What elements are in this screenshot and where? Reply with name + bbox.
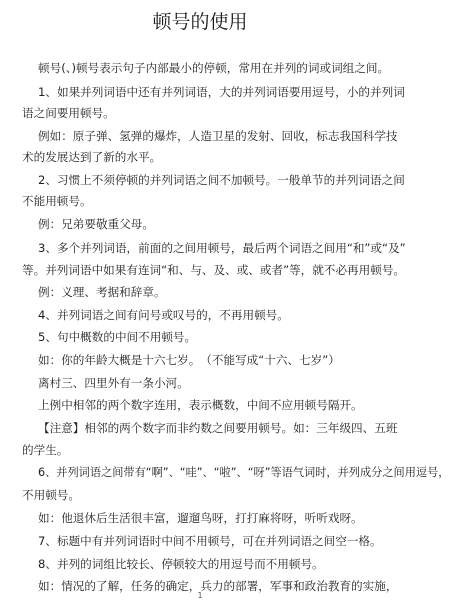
rule-5-line: 5、句中概数的中间不用顿号。 <box>38 330 197 344</box>
rule-1-line-cont: 语之间要用顿号。 <box>22 106 115 120</box>
rule-1-line: 1、如果并列词语中还有并列词语，大的并列词语要用逗号，小的并列词 <box>38 85 405 99</box>
paragraph-intro: 顿号(、)顿号表示句子内部最小的停顿，常用在并列的词或词组之间。 <box>38 61 390 75</box>
rule-2-line-cont: 不能用顿号。 <box>22 194 92 208</box>
example-8-line: 如：情况的了解，任务的确定，兵力的部署，军事和政治教育的实施， <box>38 579 398 593</box>
example-5-line: 如：你的年龄大概是十六七岁。 （不能写成“十六、七岁”） <box>38 353 340 367</box>
rule-2-line: 2、习惯上不须停顿的并列词语之间不加顿号。一般单节的并列词语之间 <box>38 173 405 187</box>
example-6-line: 如：他退休后生活很丰富，遛遛鸟呀，打打麻将呀，听听戏呀。 <box>38 511 363 525</box>
note-line-cont: 的学生。 <box>22 443 69 457</box>
example-1-line-cont: 术的发展达到了新的水平。 <box>22 150 162 164</box>
note-line: 【注意】相邻的两个数字而非约数之间要用顿号。如：三年级四、五班 <box>38 421 398 435</box>
example-1-line: 例如：原子弹、氢弹的爆炸，人造卫星的发射、回收，标志我国科学技 <box>38 129 398 143</box>
rule-7-line: 7、标题中有并列词语时中间不用顿号，可在并列词语之间空一格。 <box>38 534 382 548</box>
explanation-line: 上例中相邻的两个数字连用，表示概数，中间不应用顿号隔开。 <box>38 398 363 412</box>
page-title: 顿号的使用 <box>152 11 248 33</box>
rule-3-line: 3、多个并列词语，前面的之间用顿号，最后两个词语之间用“和”或“及” <box>38 241 406 255</box>
example-5-line-2: 离村三、四里外有一条小河。 <box>38 376 189 390</box>
rule-6-line: 6、并列词语之间带有“啊”、“哇”、“啦”、“呀”等语气词时，并列成分之间用逗号， <box>38 466 450 479</box>
rule-3-line-cont: 等。并列词语中如果有连词“和、与、及、或、或者”等，就不必再用顿号。 <box>22 263 406 277</box>
rule-4-line: 4、并列词语之间有问号或叹号的，不再用顿号。 <box>38 308 289 322</box>
rule-6-line-cont: 不用顿号。 <box>22 488 80 502</box>
rule-8-line: 8、并列的词组比较长、停顿较大的用逗号而不用顿号。 <box>38 557 324 571</box>
page-number: 1 <box>197 591 203 600</box>
example-3-line: 例：义理、考据和辞章。 <box>38 285 166 299</box>
example-2-line: 例：兄弟要敬重父母。 <box>38 217 154 231</box>
